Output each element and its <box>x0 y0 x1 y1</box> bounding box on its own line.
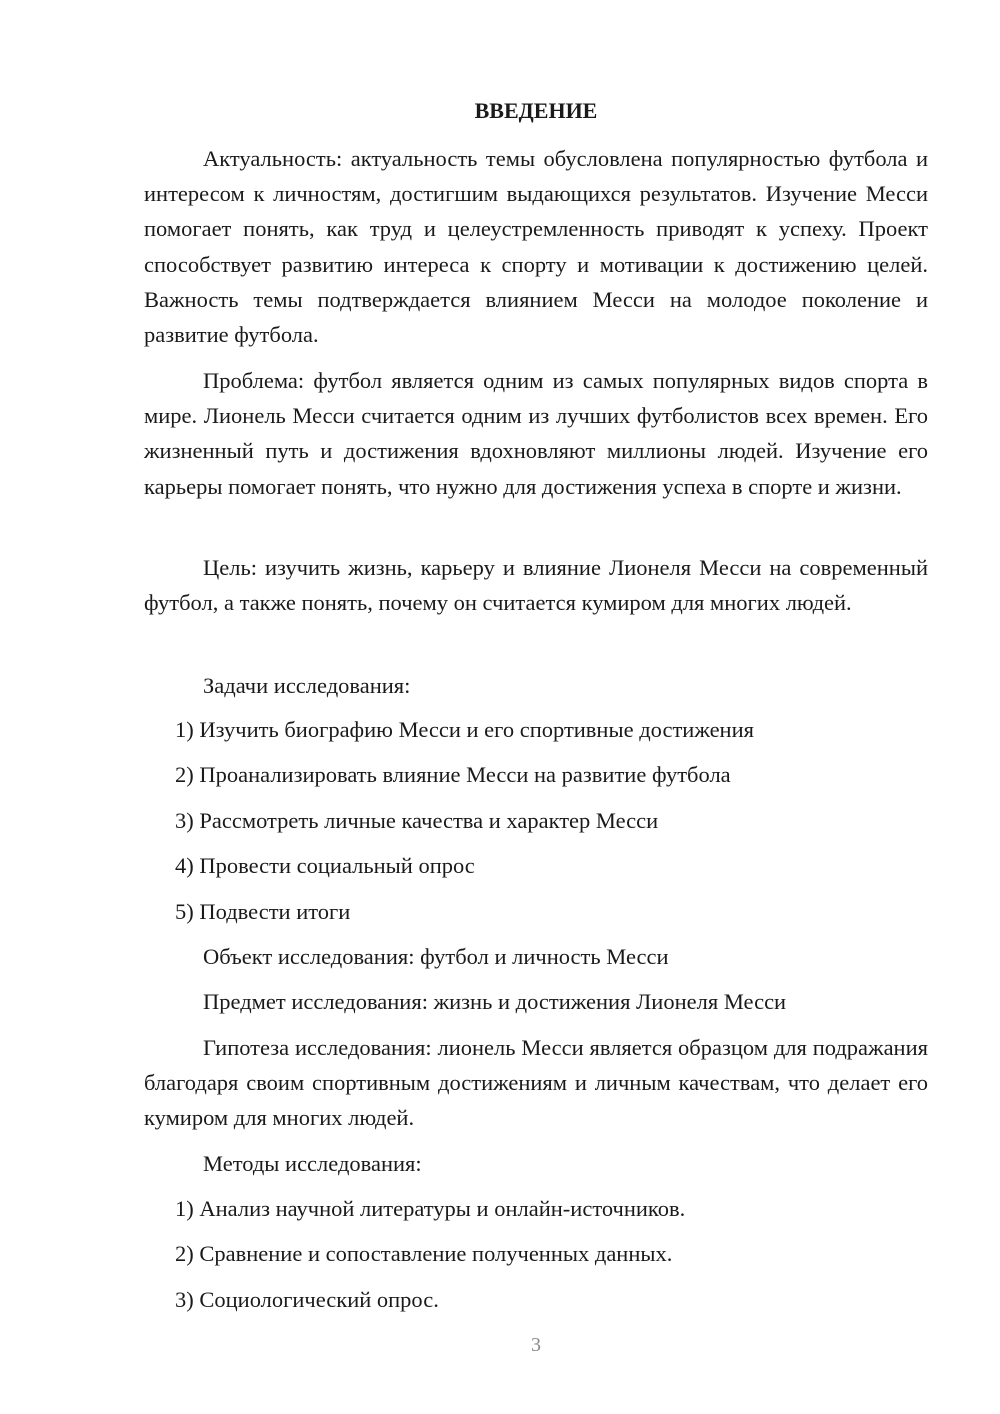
task-item: 1) Изучить биографию Месси и его спортивные достижения <box>175 717 754 742</box>
tasks-heading: Задачи исследования: <box>203 673 411 698</box>
task-item: 3) Рассмотреть личные качества и характер Месси <box>175 808 659 833</box>
task-item: 5) Подвести итоги <box>175 899 351 924</box>
research-object: Объект исследования: футбол и личность Месси <box>203 944 669 969</box>
hypothesis-paragraph: Гипотеза исследования: лионель Месси является образцом для подражания благодаря своим спортивным достижениям и личным качествам, что делает его кумиром для многих людей. <box>144 1035 928 1131</box>
methods-heading: Методы исследования: <box>203 1151 422 1176</box>
relevance-paragraph: Актуальность: актуальность темы обусловлена популярностью футбола и интересом к личностям, достигшим выдающихся результатов. Изучение Месси помогает понять, как труд и целеустремленность приводят к успеху. Проект способствует развитию интереса к спорту и мотивации к достижению целей. Важность темы подтверждается влиянием Месси на молодое поколение и развитие футбола. <box>144 146 928 348</box>
task-item: 2) Проанализировать влияние Месси на развитие футбола <box>175 762 731 787</box>
problem-paragraph: Проблема: футбол является одним из самых популярных видов спорта в мире. Лионель Месси считается одним из лучших футболистов всех времен. Его жизненный путь и достижения вдохновляют миллионы людей. Изучение его карьеры помогает понять, что нужно для достижения успеха в спорте и жизни. <box>144 368 928 499</box>
task-item: 4) Провести социальный опрос <box>175 853 475 878</box>
document-page <box>144 0 928 1414</box>
goal-paragraph: Цель: изучить жизнь, карьеру и влияние Лионеля Месси на современный футбол, а также понять, почему он считается кумиром для многих людей. <box>144 555 928 616</box>
research-subject: Предмет исследования: жизнь и достижения Лионеля Месси <box>203 989 787 1014</box>
method-item: 2) Сравнение и сопоставление полученных данных. <box>175 1241 673 1266</box>
method-item: 3) Социологический опрос. <box>175 1287 439 1312</box>
page-number: 3 <box>531 1334 541 1356</box>
section-title: ВВЕДЕНИЕ <box>474 98 598 123</box>
method-item: 1) Анализ научной литературы и онлайн-источников. <box>175 1196 686 1221</box>
